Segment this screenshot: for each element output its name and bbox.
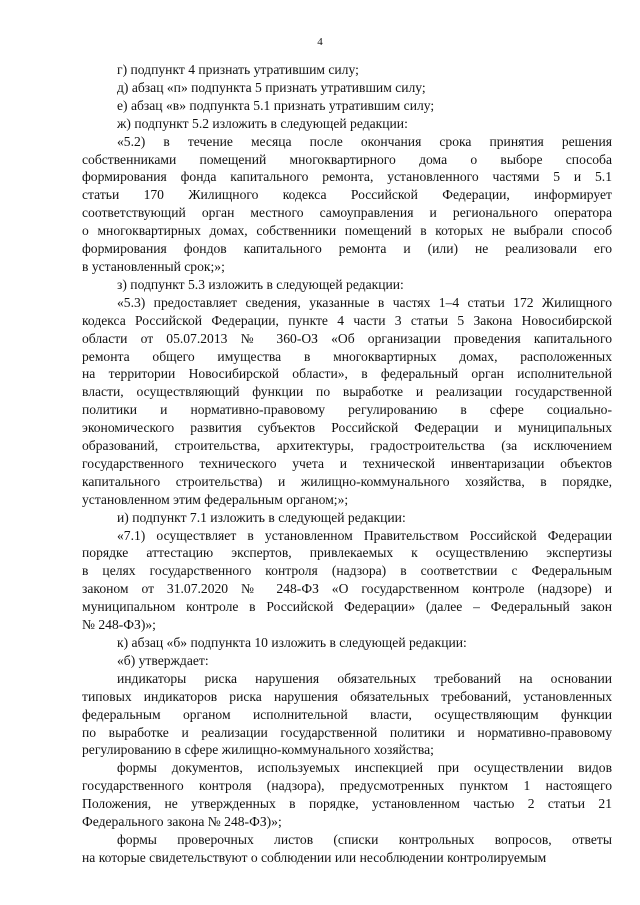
text-line: регулированию в сфере жилищно-коммунального хозяйства; bbox=[82, 742, 434, 758]
text-line: статьи 170 Жилищного кодекса Российской Федерации, информирует bbox=[82, 187, 612, 203]
text-line: о многоквартирных домах, собственники помещений в которых не выбрали способ bbox=[82, 223, 612, 239]
text-line: формирования фонда капитального ремонта, установленного частями 5 и 5.1 bbox=[82, 169, 612, 185]
text-paragraph bbox=[82, 831, 612, 867]
text-line: Федерального закона № 248-ФЗ)»; bbox=[82, 814, 282, 830]
text-line: «б) утверждает: bbox=[117, 652, 209, 668]
text-line: «5.3) предоставляет сведения, указанные в частях 1–4 статьи 172 Жилищного bbox=[117, 294, 612, 310]
list-item bbox=[82, 276, 612, 294]
text-line: формирования фондов капитального ремонта и (или) не реализовали его bbox=[82, 241, 612, 257]
text-line: типовых индикаторов риска нарушения обязательных требований, установленных bbox=[82, 688, 612, 704]
document-body bbox=[82, 61, 612, 867]
text-line: на которые свидетельствуют о соблюдении или несоблюдении контролируемым bbox=[82, 849, 547, 865]
text-line: политики и нормативно-правовому регулированию в сфере социально- bbox=[82, 402, 612, 418]
text-paragraph bbox=[82, 759, 612, 831]
text-line: на территории Новосибирской области», в федеральный орган исполнительной bbox=[82, 366, 612, 382]
text-line: экономического развития субъектов Российской Федерации и муниципальных bbox=[82, 420, 612, 436]
text-line: государственного технического учета и технической инвентаризации объектов bbox=[82, 455, 612, 471]
text-line: в установленный срок;»; bbox=[82, 258, 225, 274]
list-item bbox=[82, 652, 612, 670]
text-line: капитального строительства) и жилищно-коммунального хозяйства, в порядке, bbox=[82, 473, 612, 489]
text-line: соответствующий орган местного самоуправления и регионального оператора bbox=[82, 205, 612, 221]
text-line: № 248-ФЗ)»; bbox=[82, 617, 156, 633]
text-line: е) абзац «в» подпункта 5.1 признать утратившим силу; bbox=[117, 97, 435, 113]
text-line: власти, осуществляющий функции по выработке и реализации государственной bbox=[82, 384, 612, 400]
text-line: муниципальном контроле в Российской Федерации» (далее – Федеральный закон bbox=[82, 599, 612, 615]
text-line: ж) подпункт 5.2 изложить в следующей редакции: bbox=[117, 115, 408, 131]
text-line: «5.2) в течение месяца после окончания срока принятия решения bbox=[117, 133, 612, 149]
list-item bbox=[82, 509, 612, 527]
text-line: и) подпункт 7.1 изложить в следующей редакции: bbox=[117, 509, 406, 525]
text-line: законом от 31.07.2020 № 248-ФЗ «О государственном контроле (надзоре) и bbox=[82, 581, 612, 597]
text-line: з) подпункт 5.3 изложить в следующей редакции: bbox=[117, 276, 404, 292]
list-item bbox=[82, 97, 612, 115]
text-line: порядке аттестацию экспертов, привлекаемых к осуществлению экспертизы bbox=[82, 545, 612, 561]
text-line: установленном этим федеральным органом;»; bbox=[82, 491, 349, 507]
text-paragraph bbox=[82, 670, 612, 760]
text-line: образований, строительства, архитектуры, градостроительства (за исключением bbox=[82, 438, 612, 454]
list-item bbox=[82, 61, 612, 79]
text-line: «7.1) осуществляет в установленном Правительством Российской Федерации bbox=[117, 527, 612, 543]
text-line: в целях государственного контроля (надзора) в соответствии с Федеральным bbox=[82, 563, 612, 579]
text-line: к) абзац «б» подпункта 10 изложить в следующей редакции: bbox=[117, 635, 467, 650]
text-line: федеральным органом исполнительной власти, осуществляющим функции bbox=[82, 706, 612, 722]
text-paragraph bbox=[82, 527, 612, 634]
list-item bbox=[82, 79, 612, 97]
text-line: формы проверочных листов (списки контрольных вопросов, ответы bbox=[117, 831, 612, 847]
text-line: ремонта общего имущества в многоквартирных домах, расположенных bbox=[82, 348, 612, 364]
list-item bbox=[82, 115, 612, 133]
text-line: г) подпункт 4 признать утратившим силу; bbox=[117, 62, 359, 77]
text-line: Положения, не утвержденных в порядке, установленном частью 2 статьи 21 bbox=[82, 796, 612, 812]
text-line: д) абзац «п» подпункта 5 признать утратившим силу; bbox=[117, 79, 426, 95]
text-line: индикаторы риска нарушения обязательных требований на основании bbox=[117, 670, 612, 686]
text-paragraph bbox=[82, 133, 612, 276]
text-line: по выработке и реализации государственной политики и нормативно-правовому bbox=[82, 724, 612, 740]
list-item bbox=[82, 634, 612, 652]
text-line: государственного контроля (надзора), предусмотренных пунктом 1 настоящего bbox=[82, 778, 612, 794]
text-line: формы документов, используемых инспекцией при осуществлении видов bbox=[117, 760, 612, 776]
page-number: 4 bbox=[317, 36, 323, 48]
text-line: кодекса Российской Федерации, пункте 4 части 3 статьи 5 Закона Новосибирской bbox=[82, 312, 612, 328]
text-line: собственниками помещений многоквартирного дома о выборе способа bbox=[82, 151, 612, 167]
text-paragraph bbox=[82, 294, 612, 509]
text-line: области от 05.07.2013 № 360-ОЗ «Об организации проведения капитального bbox=[82, 330, 612, 346]
